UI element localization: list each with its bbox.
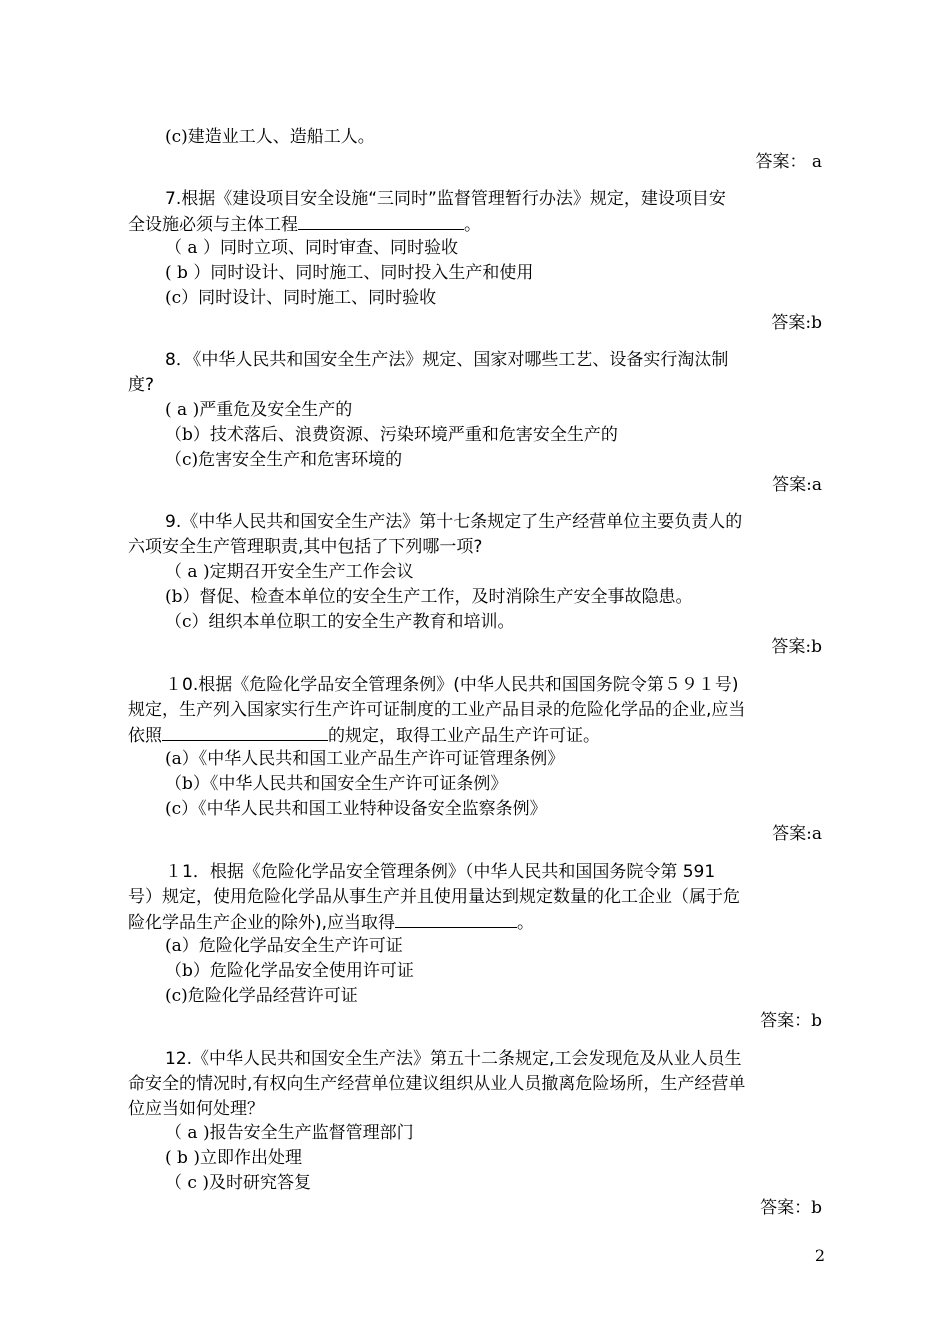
q12-question-line1: 12.《中华人民共和国安全生产法》第五十二条规定,工会发现危及从业人员生 <box>165 1049 742 1069</box>
q11-blank <box>395 911 517 928</box>
q9-question-line1: 9.《中华人民共和国安全生产法》第十七条规定了生产经营单位主要负责人的 <box>165 512 743 532</box>
q8-question-line1: 8．《中华人民共和国安全生产法》规定、国家对哪些工艺、设备实行淘汰制 <box>165 350 729 370</box>
q12-option-a: （ a )报告安全生产监督管理部门 <box>165 1123 414 1143</box>
q7-answer: 答案:b <box>771 313 822 333</box>
q11-question-end: 。 <box>517 913 535 933</box>
q11-option-b: （b）危险化学品安全使用许可证 <box>165 961 414 981</box>
q12-option-b: ( b )立即作出处理 <box>165 1148 302 1168</box>
q8-option-b: （b）技术落后、浪费资源、污染环境严重和危害安全生产的 <box>165 425 618 445</box>
q9-answer: 答案:b <box>771 637 822 657</box>
q11-question-line3 <box>128 911 534 934</box>
q10-question-line3 <box>128 724 600 747</box>
q10-option-a: (a）《中华人民共和国工业产品生产许可证管理条例》 <box>165 749 565 769</box>
q11-option-c: (c)危险化学品经营许可证 <box>165 986 358 1006</box>
q10-question-end: 的规定，取得工业产品生产许可证。 <box>328 726 600 746</box>
q7-option-c: (c）同时设计、同时施工、同时验收 <box>165 288 437 308</box>
q12-question-line3: 位应当如何处理？ <box>128 1099 264 1119</box>
q12-option-c: （ c )及时研究答复 <box>165 1173 311 1193</box>
q7-question-line1: 7.根据《建设项目安全设施“三同时”监督管理暂行办法》规定，建设项目安 <box>165 189 726 209</box>
q11-answer: 答案：b <box>760 1011 822 1031</box>
q9-question-line2: 六项安全生产管理职责,其中包括了下列哪一项? <box>128 537 483 557</box>
q6-option-c: (c)建造业工人、造船工人。 <box>165 127 375 147</box>
q7-question-line2 <box>128 213 481 236</box>
q9-option-a: （ a )定期召开安全生产工作会议 <box>165 562 414 582</box>
q10-option-b: （b）《中华人民共和国安全生产许可证条例》 <box>165 774 508 794</box>
q12-question-line2: 命安全的情况时,有权向生产经营单位建议组织从业人员撤离危险场所，生产经营单 <box>128 1074 746 1094</box>
q10-question-line2: 规定，生产列入国家实行生产许可证制度的工业产品目录的危险化学品的企业,应当 <box>128 700 746 720</box>
q11-question-line1: １1．根据《危险化学品安全管理条例》（中华人民共和国国务院令第 591 <box>165 862 716 882</box>
q10-question-line1: １0.根据《危险化学品安全管理条例》(中华人民共和国国务院令第５９１号) <box>165 675 739 695</box>
q8-answer: 答案:a <box>772 475 822 495</box>
q10-option-c: (c）《中华人民共和国工业特种设备安全监察条例》 <box>165 799 547 819</box>
q10-answer: 答案:a <box>772 824 822 844</box>
q7-question-text: 全设施必须与主体工程 <box>128 215 298 235</box>
q7-option-a: （ a ）同时立项、同时审查、同时验收 <box>165 238 458 258</box>
q7-blank <box>298 213 464 230</box>
page-number: 2 <box>814 1246 825 1265</box>
q9-option-c: （c）组织本单位职工的安全生产教育和培训。 <box>165 612 515 632</box>
q11-question-text: 险化学品生产企业的除外),应当取得 <box>128 913 396 933</box>
q8-option-a: ( a )严重危及安全生产的 <box>165 400 353 420</box>
q11-question-line2: 号）规定，使用危险化学品从事生产并且使用量达到规定数量的化工企业（属于危 <box>128 887 740 907</box>
q10-question-text: 依照 <box>128 726 162 746</box>
q7-option-b: ( b ）同时设计、同时施工、同时投入生产和使用 <box>165 263 534 283</box>
q12-answer: 答案：b <box>760 1198 822 1218</box>
q10-blank <box>162 724 328 741</box>
q8-question-line2: 度? <box>128 375 155 395</box>
q8-option-c: （c)危害安全生产和危害环境的 <box>165 450 403 470</box>
q7-question-end: 。 <box>464 215 481 235</box>
q6-answer: 答案： a <box>755 152 822 172</box>
q9-option-b: (b）督促、检查本单位的安全生产工作，及时消除生产安全事故隐患。 <box>165 587 693 607</box>
q11-option-a: (a）危险化学品安全生产许可证 <box>165 936 403 956</box>
